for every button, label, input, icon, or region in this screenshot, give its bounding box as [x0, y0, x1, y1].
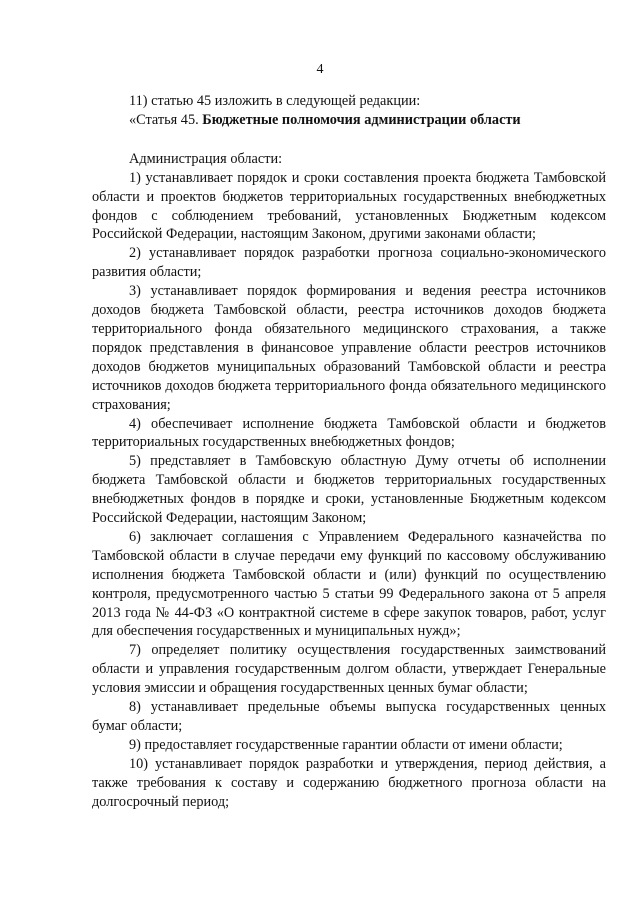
list-item: 2) устанавливает порядок разработки прогноза социально-экономического развития области; — [92, 245, 606, 281]
list-item: 4) обеспечивает исполнение бюджета Тамбовской области и бюджетов территориальных государственных внебюджетных фондов; — [92, 415, 606, 451]
article-heading — [92, 111, 606, 130]
list-item: 3) устанавливает порядок формирования и ведения реестра источников доходов бюджета Тамбовской области, реестра источников доходов бюджета территориального фонда обязательного медицинского страхования, а также порядок представления в финансовое управление области реестров источников доходов бюджетов муниципальных образований Тамбовской области и реестра источников доходов бюджета территориального фонда обязательного медицинского страхования; — [92, 283, 606, 413]
page-number: 4 — [316, 62, 324, 77]
document-body — [92, 92, 606, 812]
list-item: 7) определяет политику осуществления государственных заимствований области и управления государственным долгом области, утверждает Генеральные условия эмиссии и обращения государственных ценных бумаг области; — [92, 642, 606, 697]
list-item: 1) устанавливает порядок и сроки составления проекта бюджета Тамбовской области и проектов бюджетов территориальных государственных внебюджетных фондов с соблюдением требований, установленных Бюджетным кодексом Российской Федерации, настоящим Законом, другими законами области; — [92, 169, 606, 243]
list-item: 10) устанавливает порядок разработки и утверждения, период действия, а также требования к составу и содержанию бюджетного прогноза области на долгосрочный период; — [92, 755, 606, 810]
list-item: 5) представляет в Тамбовскую областную Думу отчеты об исполнении бюджета Тамбовской области и бюджетов территориальных государственных внебюджетных фондов в порядке и сроки, установленные Бюджетным кодексом Российской Федерации, настоящим Законом; — [92, 453, 606, 527]
list-item: 9) предоставляет государственные гарантии области от имени области; — [129, 736, 563, 753]
list-item: 6) заключает соглашения с Управлением Федерального казначейства по Тамбовской области в случае передачи ему функций по кассовому обслуживанию исполнения бюджета Тамбовской области и (или) функций по осуществлению контроля, предусмотренного частью 5 статьи 99 Федерального закона от 5 апреля 2013 года № 44-ФЗ «О контрактной системе в сфере закупок товаров, работ, услуг для обеспечения государственных и муниципальных нужд»; — [92, 528, 606, 640]
amendment-intro: 11) статью 45 изложить в следующей редакции: — [129, 93, 421, 109]
article-prefix: «Статья 45. — [129, 111, 203, 128]
article-lead: Администрация области: — [129, 150, 283, 167]
spacer — [92, 130, 606, 150]
article-title: Бюджетные полномочия администрации области — [202, 111, 521, 128]
list-item: 8) устанавливает предельные объемы выпуска государственных ценных бумаг области; — [92, 699, 606, 734]
